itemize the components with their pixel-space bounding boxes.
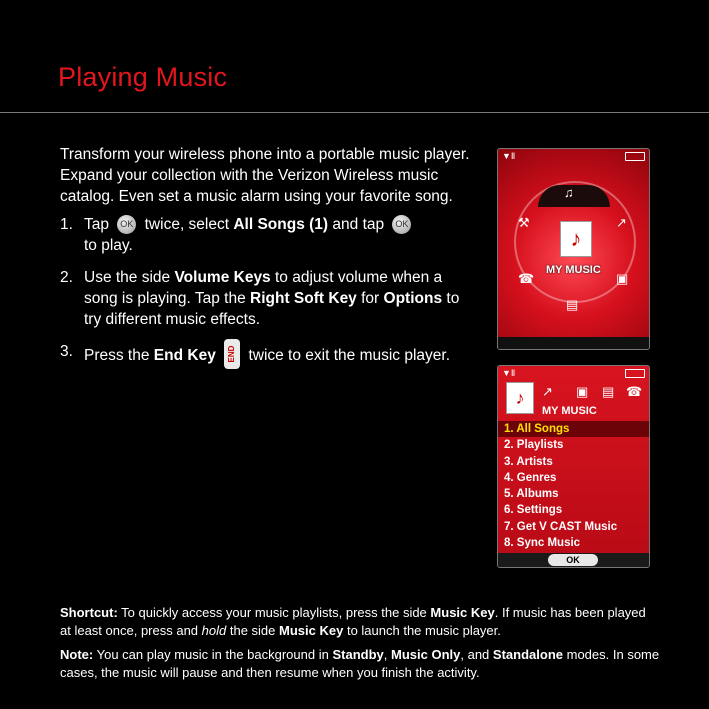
step-text: for — [361, 290, 380, 307]
step-text: to adjust volume when a song is playing. Tap the — [84, 269, 443, 307]
step-bold: All Songs (1) — [233, 216, 329, 233]
end-key-label: END — [227, 345, 237, 363]
tools-icon: ⚒ — [518, 215, 530, 230]
phone-screen-music-wheel — [497, 148, 650, 350]
step-text: to play. — [84, 237, 133, 254]
share-icon: ↗ — [542, 384, 553, 399]
status-bar — [498, 149, 649, 162]
menu-title: MY MUSIC — [546, 264, 601, 276]
menu-item-get-vcast-music[interactable]: 7. Get V CAST Music — [504, 520, 618, 533]
menu-item-genres[interactable]: 4. Genres — [504, 471, 557, 484]
signal-icon: ▼Ⅱ — [502, 151, 516, 161]
note-text: You can play music in the background in — [96, 647, 329, 662]
note-text: , — [383, 647, 388, 662]
step-text: Press the — [84, 347, 150, 365]
battery-icon — [625, 152, 645, 161]
menu-item-artists[interactable]: 3. Artists — [504, 455, 553, 468]
music-menu — [498, 421, 649, 551]
step-2 — [60, 267, 470, 330]
top-arc — [538, 185, 610, 207]
music-note-icon: ♫ — [564, 185, 574, 200]
note-italic: hold — [201, 623, 227, 638]
step-text: twice, select — [144, 216, 230, 233]
step-text: to try different music effects. — [84, 290, 460, 328]
note-label: Note: — [60, 647, 94, 662]
note-text: To quickly access your music playlists, press the side — [121, 605, 427, 620]
step-number: 2. — [60, 269, 73, 286]
note-text: the side — [229, 623, 276, 638]
ok-softkey[interactable]: OK — [548, 554, 598, 566]
note-text: modes. In some cases, the music will pause and then resume when you finish the activity. — [60, 647, 660, 680]
step-3 — [60, 341, 470, 371]
softkey-bar — [498, 553, 649, 567]
note-bold: Music Key — [430, 605, 495, 620]
step-number: 1. — [60, 216, 73, 233]
step-bold: Options — [383, 290, 443, 307]
phone-icon: ☎ — [518, 271, 535, 286]
signal-icon: ▼Ⅱ — [502, 368, 516, 378]
divider — [0, 112, 709, 113]
step-text: Use the side — [84, 269, 171, 286]
menu-item-playlists[interactable]: 2. Playlists — [504, 439, 564, 452]
share-icon: ↗ — [616, 215, 627, 230]
page-title: Playing Music — [58, 62, 228, 92]
shortcut-label: Shortcut: — [60, 605, 118, 620]
step-bold: Right Soft Key — [250, 290, 357, 307]
note-bold: Standby — [332, 647, 384, 662]
my-music-icon: ♪ — [506, 382, 534, 414]
ok-key-icon: OK — [117, 215, 136, 234]
my-music-icon: ♪ — [560, 221, 592, 257]
phone-screen-music-list — [497, 365, 650, 568]
note-bold: Music Key — [279, 623, 344, 638]
speaker-icon: ▣ — [616, 271, 629, 286]
softkey-bar — [498, 337, 649, 349]
phone-icon: ☎ — [626, 384, 643, 399]
menu-item-albums[interactable]: 5. Albums — [504, 488, 559, 501]
step-number: 3. — [60, 343, 73, 360]
menu-item-settings[interactable]: 6. Settings — [504, 504, 563, 517]
contacts-icon: ▤ — [602, 384, 615, 399]
speaker-icon: ▣ — [576, 384, 589, 399]
status-bar — [498, 366, 649, 379]
step-1 — [60, 214, 470, 256]
intro-paragraph: Transform your wireless phone into a portable music player. Expand your collection with the Verizon Wireless music catalog. Even set a music alarm using your favorite song. — [60, 146, 470, 205]
menu-title: MY MUSIC — [542, 405, 597, 417]
step-bold: Volume Keys — [174, 269, 271, 286]
shortcut-paragraph — [60, 604, 660, 640]
menu-item-all-songs[interactable]: 1. All Songs — [498, 421, 649, 437]
menu-item-sync-music[interactable]: 8. Sync Music — [504, 537, 581, 550]
note-bold: Music Only — [391, 647, 461, 662]
contacts-icon: ▤ — [566, 297, 579, 312]
note-bold: Standalone — [492, 647, 563, 662]
ok-key-icon: OK — [392, 215, 411, 234]
steps-list — [60, 214, 470, 382]
battery-icon — [625, 369, 645, 378]
step-bold: End Key — [153, 347, 216, 365]
step-text: and tap — [332, 216, 385, 233]
note-paragraph — [60, 646, 660, 682]
note-text: to launch the music player. — [346, 623, 501, 638]
notes-section — [60, 604, 660, 688]
step-text: twice to exit the music player. — [248, 347, 451, 365]
note-text: . If music has been played at least once, press and — [60, 605, 646, 638]
step-text: Tap — [84, 216, 109, 233]
end-key-icon — [224, 339, 240, 369]
note-text: , and — [460, 647, 490, 662]
